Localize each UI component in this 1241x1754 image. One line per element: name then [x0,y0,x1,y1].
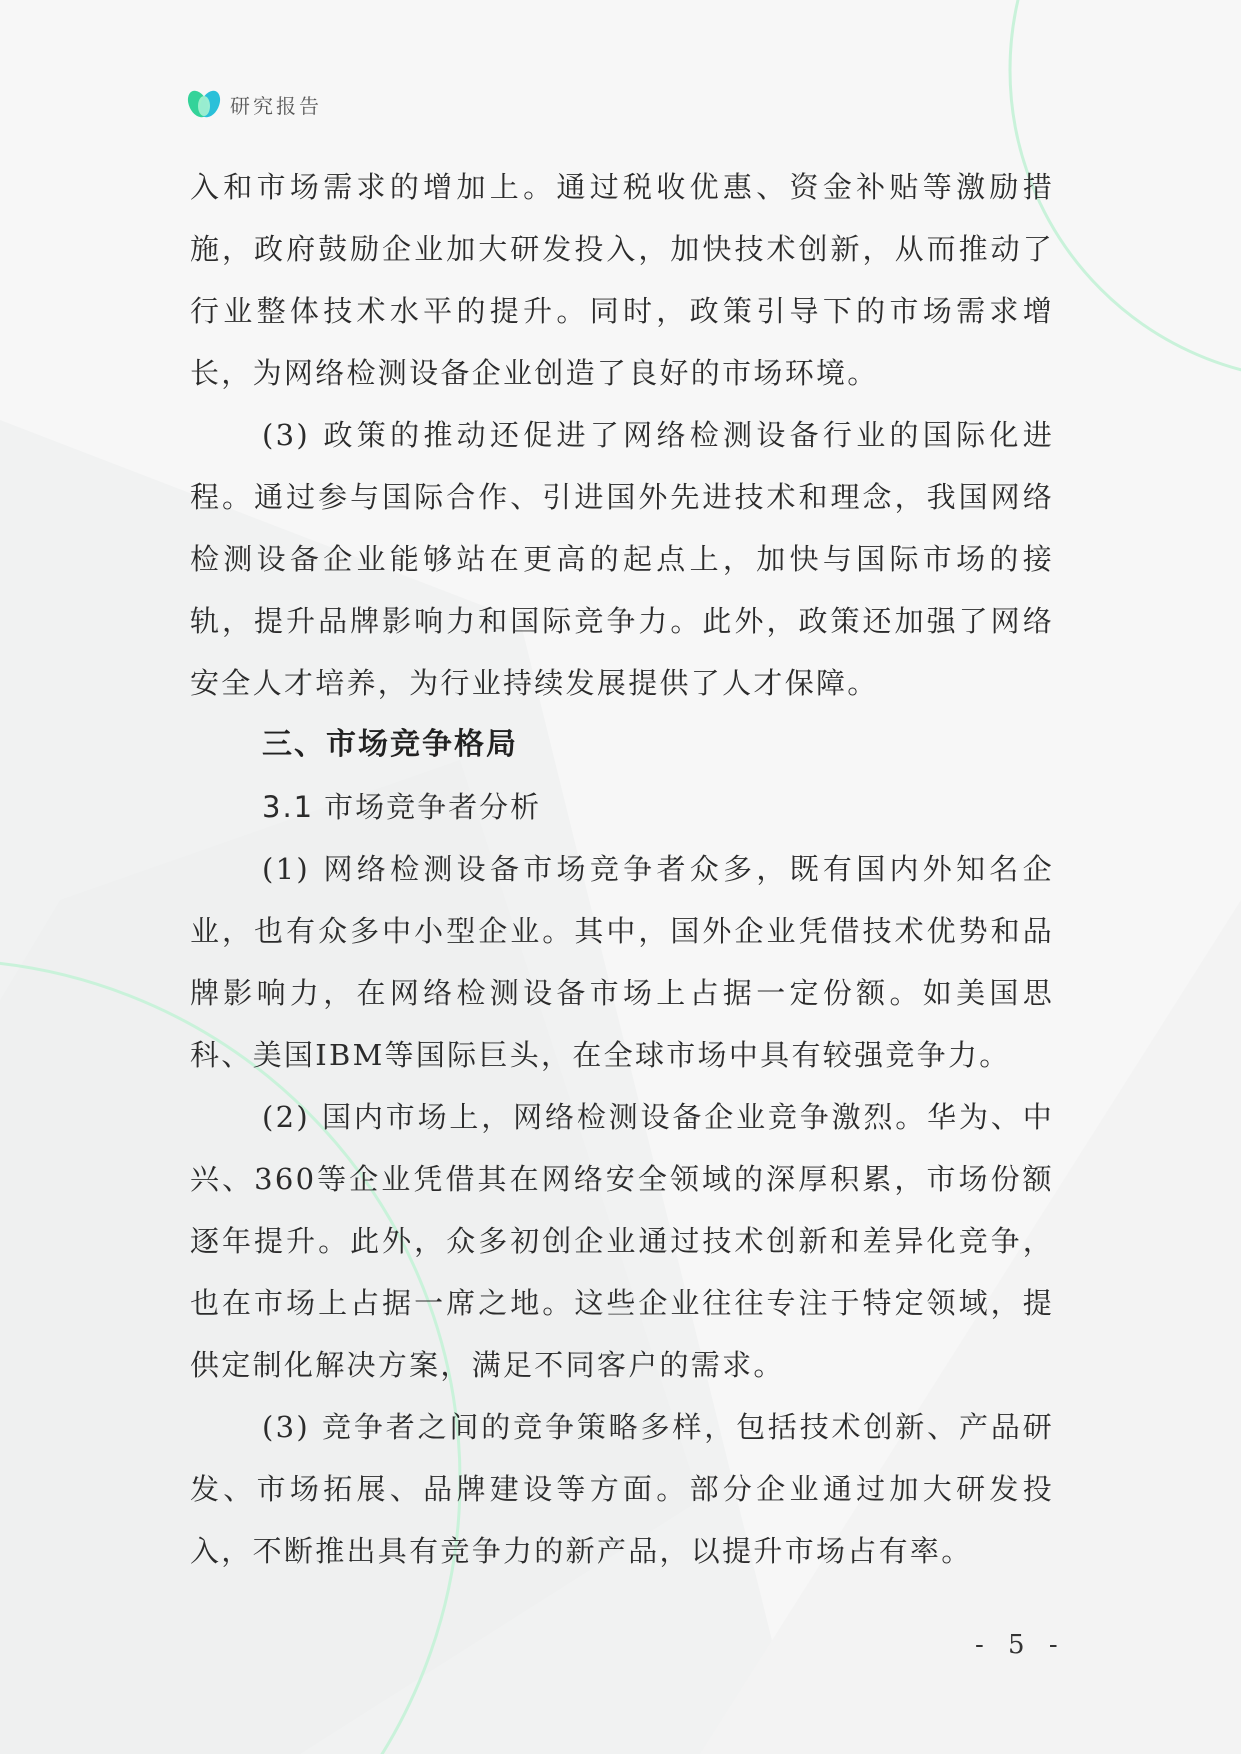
page-number: - 5 - [975,1630,1066,1660]
subsection-number: 3.1 [262,790,315,824]
report-label: 研究报告 [230,93,322,118]
document-body [190,156,1054,1582]
flower-logo-icon [186,86,222,122]
subsection-title: 市场竞争者分析 [324,790,542,824]
section-heading: 三、市场竞争格局 [262,727,518,762]
subsection-heading [190,776,1054,838]
paragraph: (3) 竞争者之间的竞争策略多样，包括技术创新、产品研发、市场拓展、品牌建设等方面。部分企业通过加大研发投入，不断推出具有竞争力的新产品，以提升市场占有率。 [190,1410,1054,1568]
paragraph: 入和市场需求的增加上。通过税收优惠、资金补贴等激励措施，政府鼓励企业加大研发投入，加快技术创新，从而推动了行业整体技术水平的提升。同时，政策引导下的市场需求增长，为网络检测设备企业创造了良好的市场环境。 [190,170,1054,390]
page-header [186,86,322,122]
paragraph: (1) 网络检测设备市场竞争者众多，既有国内外知名企业，也有众多中小型企业。其中，国外企业凭借技术优势和品牌影响力，在网络检测设备市场上占据一定份额。如美国思科、美国IBM等国际巨头，在全球市场中具有较强竞争力。 [190,852,1054,1072]
paragraph: (2) 国内市场上，网络检测设备企业竞争激烈。华为、中兴、360等企业凭借其在网络安全领域的深厚积累，市场份额逐年提升。此外，众多初创企业通过技术创新和差异化竞争，也在市场上占据一席之地。这些企业往往专注于特定领域，提供定制化解决方案，满足不同客户的需求。 [190,1100,1054,1382]
paragraph: (3) 政策的推动还促进了网络检测设备行业的国际化进程。通过参与国际合作、引进国外先进技术和理念，我国网络检测设备企业能够站在更高的起点上，加快与国际市场的接轨，提升品牌影响力和国际竞争力。此外，政策还加强了网络安全人才培养，为行业持续发展提供了人才保障。 [190,418,1054,700]
